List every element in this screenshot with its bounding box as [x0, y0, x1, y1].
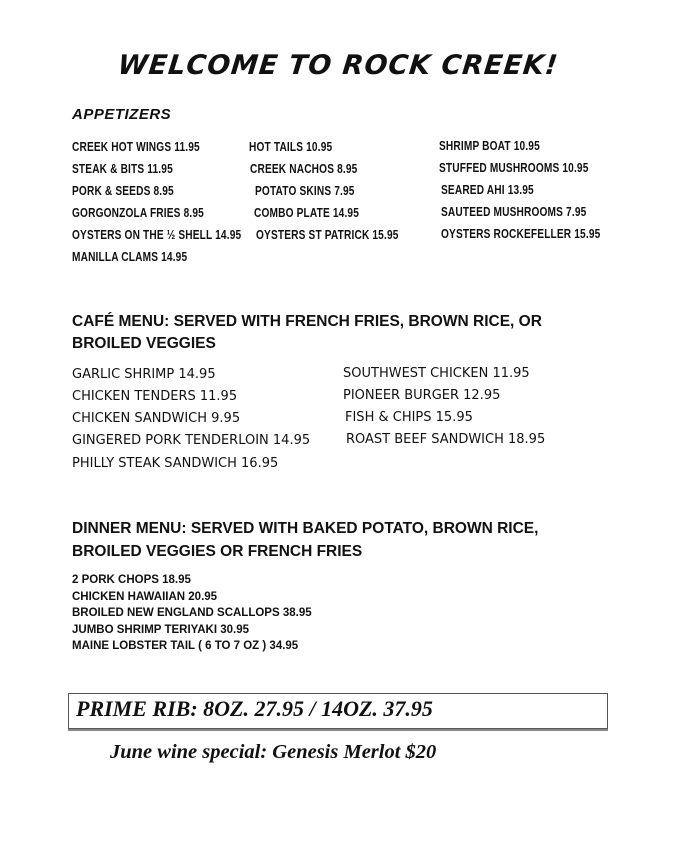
dinner-heading-line2: BROILED VEGGIES OR FRENCH FRIES	[72, 543, 363, 560]
cafe-item: GARLIC SHRIMP 14.95	[72, 367, 216, 382]
appetizer-item: COMBO PLATE 14.95	[254, 205, 360, 220]
appetizer-item: GORGONZOLA FRIES 8.95	[72, 205, 204, 220]
dinner-item: 2 PORK CHOPS 18.95	[72, 574, 191, 586]
dinner-item: MAINE LOBSTER TAIL ( 6 TO 7 OZ ) 34.95	[72, 640, 299, 652]
dinner-item: JUMBO SHRIMP TERIYAKI 30.95	[72, 624, 250, 636]
cafe-heading-line2: BROILED VEGGIES	[72, 335, 216, 352]
appetizer-item: CREEK HOT WINGS 11.95	[72, 139, 200, 154]
appetizer-item: PORK & SEEDS 8.95	[72, 183, 174, 198]
prime-rib-text: PRIME RIB: 8OZ. 27.95 / 14OZ. 37.95	[76, 696, 433, 721]
appetizer-item: CREEK NACHOS 8.95	[250, 161, 358, 176]
cafe-item: CHICKEN SANDWICH 9.95	[72, 411, 241, 426]
dinner-item: BROILED NEW ENGLAND SCALLOPS 38.95	[72, 607, 312, 619]
page-title: WELCOME TO ROCK CREEK!	[116, 50, 560, 81]
cafe-item: ROAST BEEF SANDWICH 18.95	[346, 432, 546, 447]
appetizer-item: SAUTEED MUSHROOMS 7.95	[441, 204, 587, 219]
cafe-item: PHILLY STEAK SANDWICH 16.95	[72, 456, 279, 471]
appetizer-item: MANILLA CLAMS 14.95	[72, 249, 188, 264]
cafe-item: SOUTHWEST CHICKEN 11.95	[343, 366, 530, 381]
cafe-item: FISH & CHIPS 15.95	[345, 410, 473, 425]
cafe-item: CHICKEN TENDERS 11.95	[72, 389, 238, 404]
appetizer-item: OYSTERS ON THE ½ SHELL 14.95	[72, 227, 242, 242]
dinner-item: CHICKEN HAWAIIAN 20.95	[72, 591, 218, 603]
appetizer-item: STEAK & BITS 11.95	[72, 161, 173, 176]
dinner-heading-line1: DINNER MENU: SERVED WITH BAKED POTATO, BROWN RICE,	[72, 520, 539, 537]
appetizer-item: SHRIMP BOAT 10.95	[439, 138, 540, 153]
wine-special: June wine special: Genesis Merlot $20	[110, 741, 437, 763]
appetizer-item: STUFFED MUSHROOMS 10.95	[439, 160, 589, 175]
cafe-item: PIONEER BURGER 12.95	[343, 388, 501, 403]
appetizer-item: OYSTERS ST PATRICK 15.95	[256, 227, 399, 242]
appetizer-item: POTATO SKINS 7.95	[255, 183, 355, 198]
appetizer-item: OYSTERS ROCKEFELLER 15.95	[441, 226, 601, 241]
appetizer-item: SEARED AHI 13.95	[441, 182, 534, 197]
appetizer-item: HOT TAILS 10.95	[249, 139, 333, 154]
cafe-heading-line1: CAFÉ MENU: SERVED WITH FRENCH FRIES, BROWN RICE, OR	[72, 313, 542, 330]
appetizers-heading: APPETIZERS	[72, 106, 172, 123]
cafe-item: GINGERED PORK TENDERLOIN 14.95	[72, 433, 311, 448]
